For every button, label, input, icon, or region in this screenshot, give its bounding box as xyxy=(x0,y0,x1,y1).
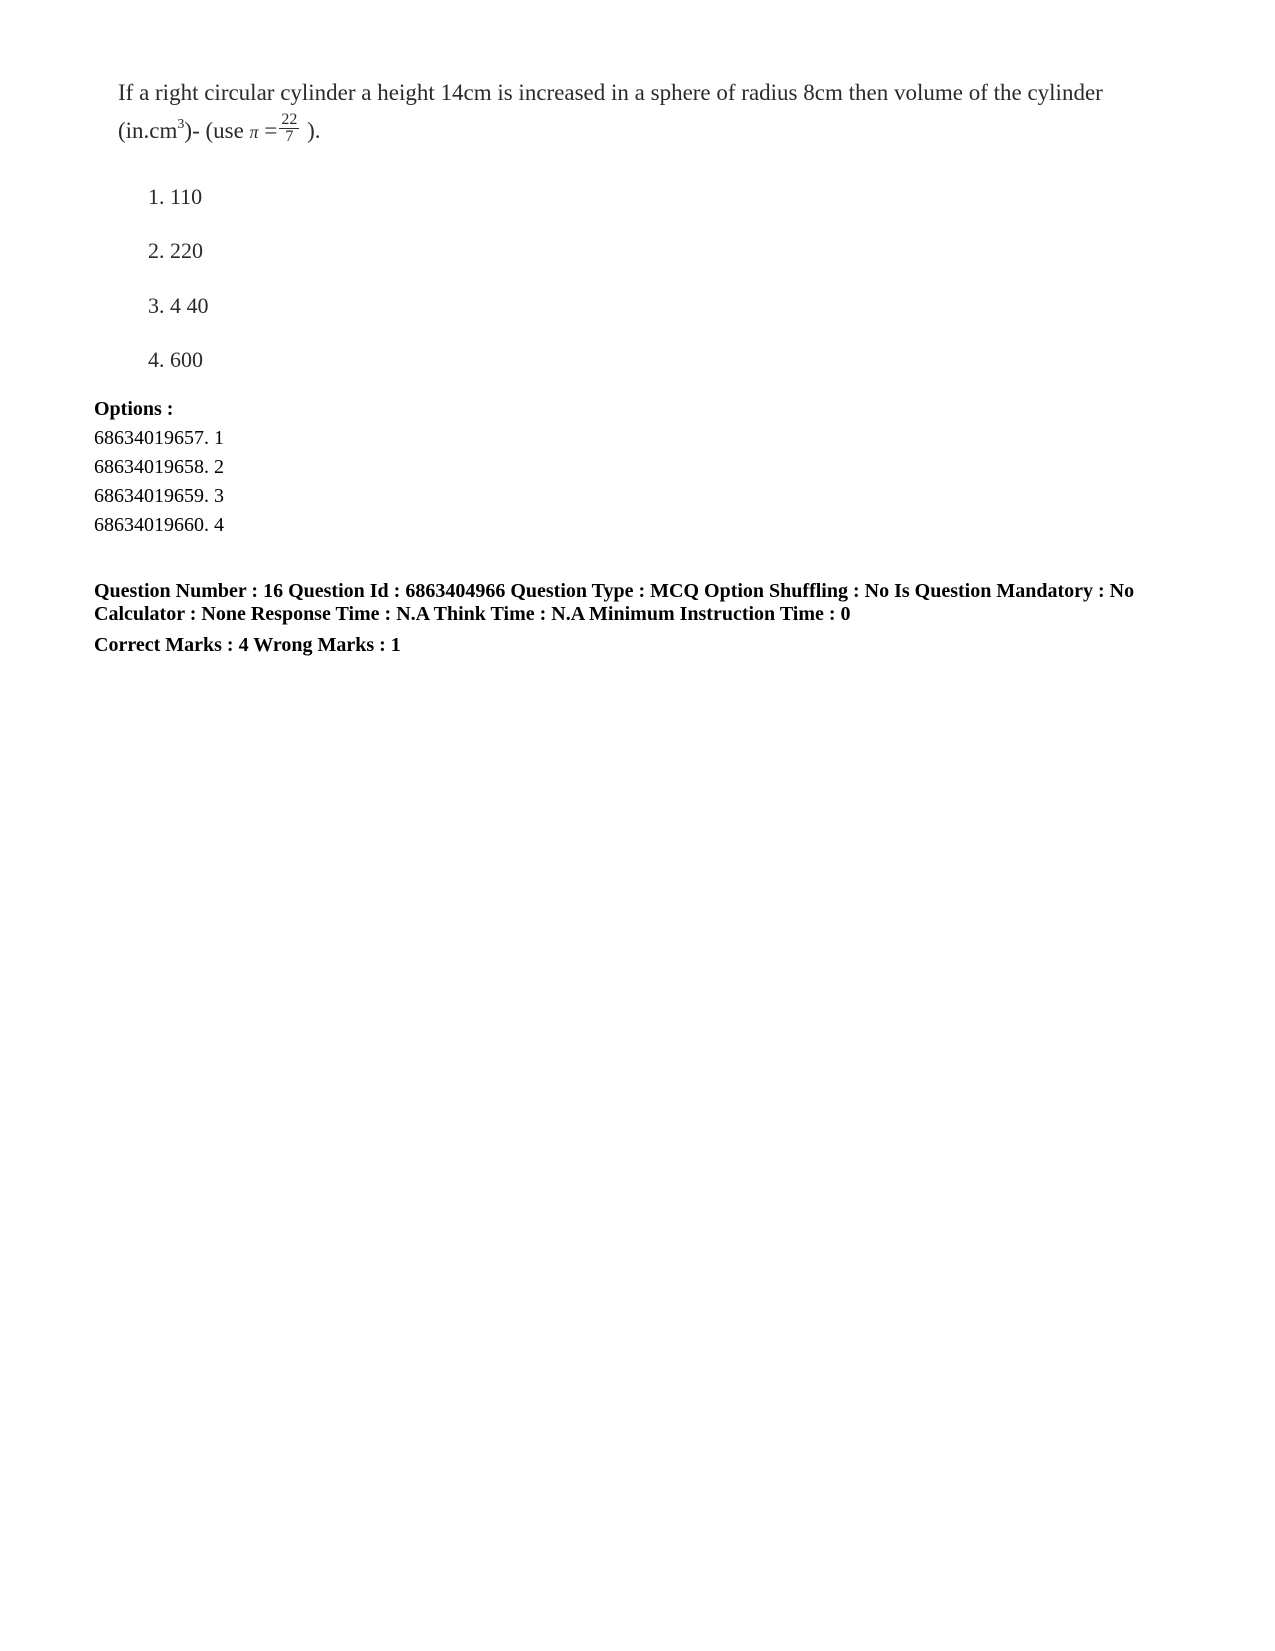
option-row: 68634019657. 1 xyxy=(94,427,224,449)
fraction-denominator: 7 xyxy=(285,128,294,146)
fraction-numerator: 22 xyxy=(281,111,298,129)
equals-sign: = xyxy=(258,118,278,143)
question-text-line2 xyxy=(118,111,321,152)
option-row: 68634019659. 3 xyxy=(94,485,224,507)
choice-item: 1. 110 xyxy=(148,184,203,209)
question-metadata: Question Number : 16 Question Id : 6863404966 Question Type : MCQ Option Shuffling : No Is Question Mandatory : No Calculator : None Response Time : N.A Think Time : N.A Minimum Instruction Time : 0 xyxy=(94,580,1135,625)
option-row: 68634019658. 2 xyxy=(94,456,224,478)
options-heading: Options : xyxy=(94,398,174,420)
question-use-text: )- (use xyxy=(184,118,250,143)
question-suffix: ). xyxy=(301,118,321,143)
question-superscript: 3 xyxy=(177,117,185,132)
marks-info: Correct Marks : 4 Wrong Marks : 1 xyxy=(94,634,401,656)
choice-item: 4. 600 xyxy=(148,347,203,372)
pi-symbol: π xyxy=(249,122,259,142)
pi-fraction xyxy=(279,112,299,145)
choice-item: 3. 4 40 xyxy=(148,293,209,318)
question-unit-prefix: (in.cm xyxy=(118,118,178,143)
option-row: 68634019660. 4 xyxy=(94,514,224,536)
question-text-line1: If a right circular cylinder a height 14cm is increased in a sphere of radius 8cm then volume of the cylinder xyxy=(118,80,1103,105)
choice-item: 2. 220 xyxy=(148,238,203,263)
